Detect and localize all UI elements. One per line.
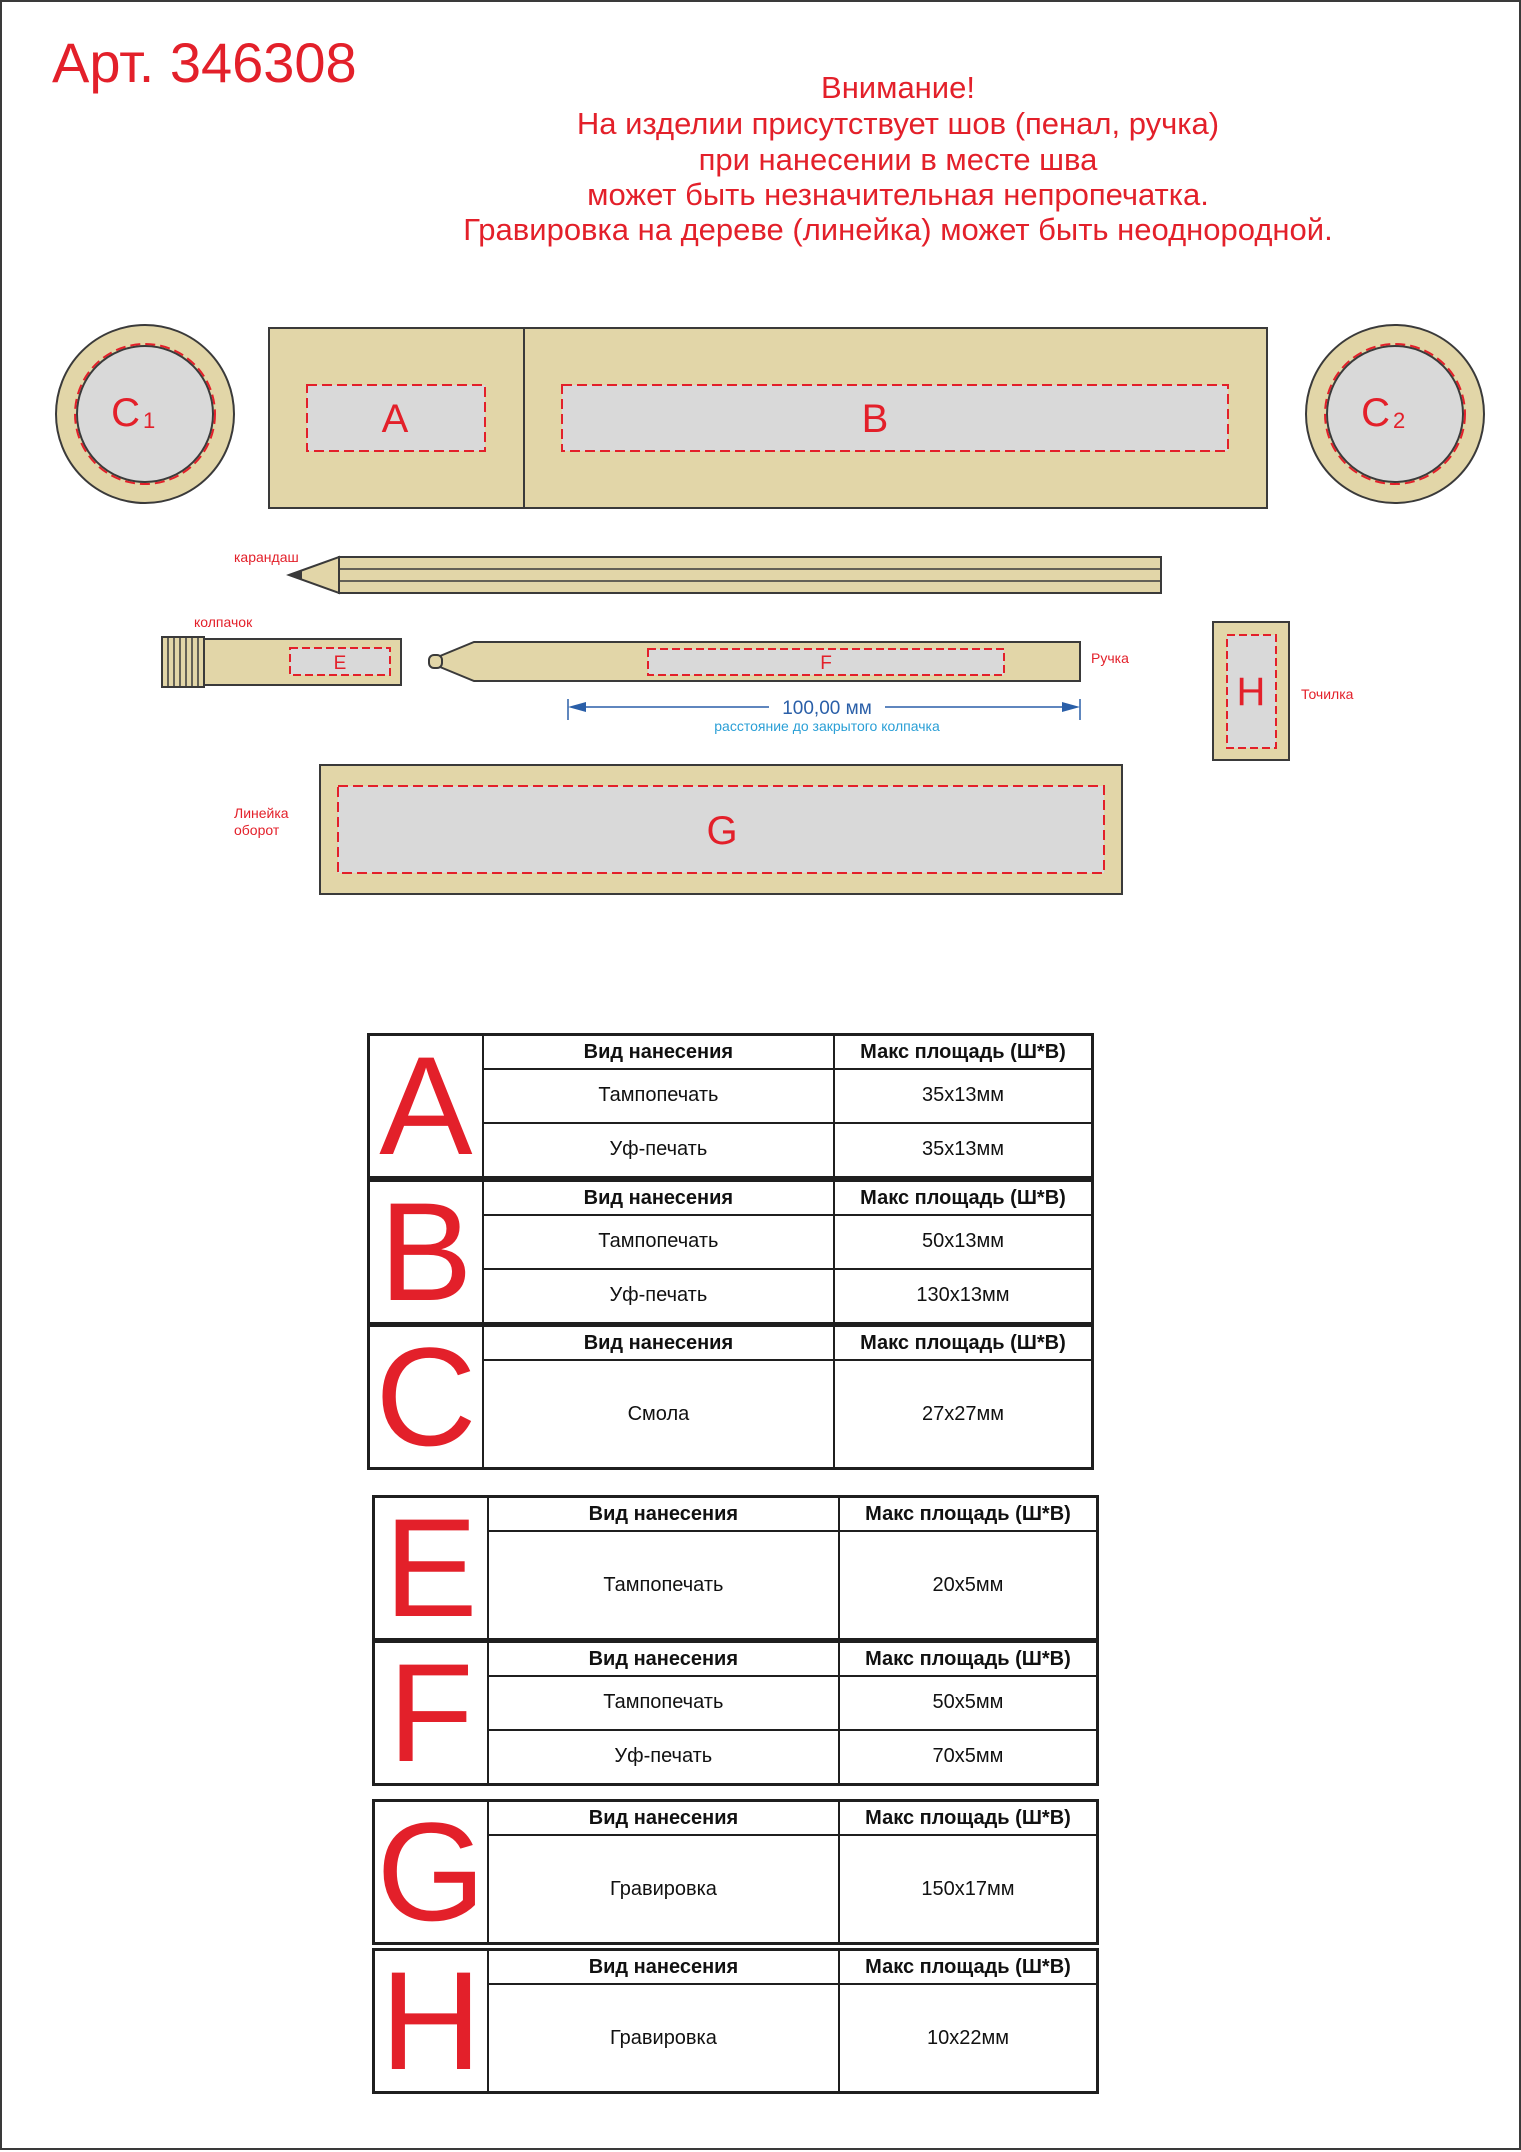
zone-label-c1: C xyxy=(111,391,140,435)
header-area: Макс площадь (Ш*В) xyxy=(839,1950,1098,1985)
method-cell: Тампопечать xyxy=(483,1215,834,1269)
table-letter: G xyxy=(374,1801,488,1944)
ruler-label-1: Линейка xyxy=(234,805,289,821)
area-cell: 50x5мм xyxy=(839,1676,1098,1730)
area-cell: 50x13мм xyxy=(834,1215,1093,1269)
header-method: Вид нанесения xyxy=(483,1035,834,1070)
table-letter: A xyxy=(369,1035,483,1178)
table-letter: F xyxy=(374,1642,488,1785)
spec-table-a xyxy=(367,1033,1094,1179)
zone-label-h: H xyxy=(1236,670,1266,714)
zone-label-g: G xyxy=(706,809,738,853)
method-cell: Гравировка xyxy=(488,1835,839,1944)
method-cell: Тампопечать xyxy=(488,1531,839,1640)
header-method: Вид нанесения xyxy=(483,1181,834,1216)
area-cell: 150x17мм xyxy=(839,1835,1098,1944)
zone-label-a: A xyxy=(381,397,409,441)
area-cell: 35x13мм xyxy=(834,1123,1093,1178)
spec-table-f xyxy=(372,1640,1099,1786)
zone-label-e: E xyxy=(333,653,347,674)
pen xyxy=(429,642,1129,681)
area-cell: 70x5мм xyxy=(839,1730,1098,1785)
area-cell: 35x13мм xyxy=(834,1069,1093,1123)
table-letter: B xyxy=(369,1181,483,1324)
table-letter: E xyxy=(374,1497,488,1640)
header-method: Вид нанесения xyxy=(488,1497,839,1532)
sharpener-label: Точилка xyxy=(1301,686,1354,702)
pencil-case xyxy=(269,328,1267,508)
zone-label-c2-sub: 2 xyxy=(1393,408,1406,433)
pen-label: Ручка xyxy=(1091,650,1129,666)
notice-line-3: при нанесении в месте шва xyxy=(698,142,1098,177)
method-cell: Уф-печать xyxy=(483,1123,834,1178)
sharpener xyxy=(1213,622,1354,760)
header-area: Макс площадь (Ш*В) xyxy=(839,1801,1098,1836)
area-cell: 20x5мм xyxy=(839,1531,1098,1640)
method-cell: Уф-печать xyxy=(483,1269,834,1324)
area-cell: 27x27мм xyxy=(834,1360,1093,1469)
header-method: Вид нанесения xyxy=(488,1950,839,1985)
ruler-label-2: оборот xyxy=(234,822,280,838)
header-area: Макс площадь (Ш*В) xyxy=(834,1035,1093,1070)
spec-table-g xyxy=(372,1799,1099,1945)
header-method: Вид нанесения xyxy=(483,1326,834,1361)
spec-table-b xyxy=(367,1179,1094,1325)
notice xyxy=(463,70,1332,247)
cap xyxy=(162,614,401,687)
lid-left xyxy=(56,325,234,503)
zone-label-b: B xyxy=(861,397,889,441)
zone-label-c1-sub: 1 xyxy=(143,408,156,433)
notice-line-4: может быть незначительная непропечатка. xyxy=(587,177,1209,212)
cap-label: колпачок xyxy=(194,614,253,630)
notice-line-1: Внимание! xyxy=(821,70,975,105)
zone-label-f: F xyxy=(820,653,832,674)
pencil-label: карандаш xyxy=(234,549,299,565)
spec-table-e xyxy=(372,1495,1099,1641)
header-area: Макс площадь (Ш*В) xyxy=(834,1326,1093,1361)
spec-table-c xyxy=(367,1324,1094,1470)
ruler xyxy=(234,765,1122,894)
table-letter: C xyxy=(369,1326,483,1469)
table-letter: H xyxy=(374,1950,488,2093)
area-cell: 130x13мм xyxy=(834,1269,1093,1324)
notice-line-2: На изделии присутствует шов (пенал, ручка) xyxy=(576,106,1220,141)
zone-label-c2: C xyxy=(1361,391,1390,435)
header-method: Вид нанесения xyxy=(488,1801,839,1836)
method-cell: Гравировка xyxy=(488,1984,839,2093)
dimension xyxy=(568,698,1080,734)
lid-right xyxy=(1306,325,1484,503)
header-area: Макс площадь (Ш*В) xyxy=(839,1642,1098,1677)
method-cell: Тампопечать xyxy=(483,1069,834,1123)
method-cell: Тампопечать xyxy=(488,1676,839,1730)
pencil xyxy=(234,549,1161,593)
method-cell: Уф-печать xyxy=(488,1730,839,1785)
print-zone-b xyxy=(562,385,1228,451)
header-area: Макс площадь (Ш*В) xyxy=(839,1497,1098,1532)
notice-line-5: Гравировка на дереве (линейка) может быть неоднородной. xyxy=(463,212,1333,247)
spec-table-h xyxy=(372,1948,1099,2094)
area-cell: 10x22мм xyxy=(839,1984,1098,2093)
article-number: Арт. 346308 xyxy=(52,31,357,94)
header-method: Вид нанесения xyxy=(488,1642,839,1677)
dimension-caption: расстояние до закрытого колпачка xyxy=(714,718,940,734)
method-cell: Смола xyxy=(483,1360,834,1469)
header-area: Макс площадь (Ш*В) xyxy=(834,1181,1093,1216)
dimension-value: 100,00 мм xyxy=(782,698,872,719)
